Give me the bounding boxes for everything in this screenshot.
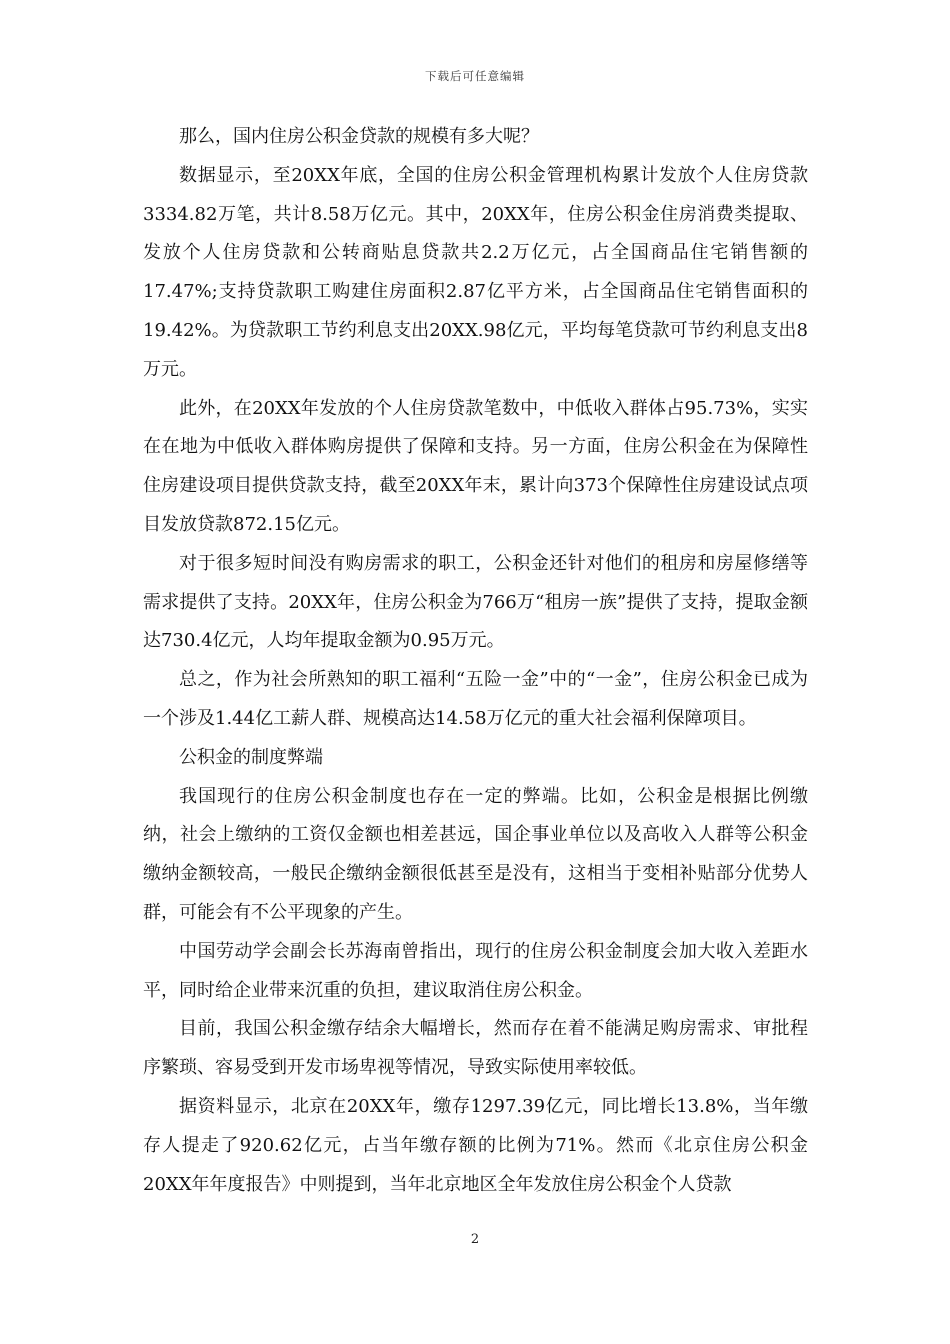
paragraph-summary: 总之，作为社会所熟知的职工福利“五险一金”中的“一金”，住房公积金已成为一个涉及1.44亿工薪人群、规模高达14.58万亿元的重大社会福利保障项目。 (143, 669, 808, 729)
paragraph-current-situation: 目前，我国公积金缴存结余大幅增长，然而存在着不能满足购房需求、审批程序繁琐、容易受到开发市场卑视等情况，导致实际使用率较低。 (143, 1018, 808, 1079)
page-header: 下载后可任意编辑 (425, 69, 525, 83)
paragraph-expert-opinion: 中国劳动学会副会长苏海南曾指出，现行的住房公积金制度会加大收入差距水平，同时给企业带来沉重的负担，建议取消住房公积金。 (143, 940, 808, 1001)
paragraph-rental-support: 对于很多短时间没有购房需求的职工，公积金还针对他们的租房和房屋修缮等需求提供了支持。20XX年，住房公积金为766万“租房一族”提供了支持，提取金额达730.4亿元，人均年提取金额为0.95万元。 (143, 552, 808, 652)
paragraph-low-income-support: 此外，在20XX年发放的个人住房贷款笔数中，中低收入群体占95.73%，实实在在地为中低收入群体购房提供了保障和支持。另一方面，住房公积金在为保障性住房建设项目提供贷款支持，截至20XX年末，累计向373个保障性住房建设试点项目发放贷款872.15亿元。 (143, 397, 808, 535)
document-body (143, 118, 808, 1204)
page-number: 2 (470, 1232, 480, 1247)
paragraph-loan-statistics: 数据显示，至20XX年底，全国的住房公积金管理机构累计发放个人住房贷款3334.82万笔，共计8.58万亿元。其中，20XX年，住房公积金住房消费类提取、发放个人住房贷款和公转商贴息贷款共2.2万亿元，占全国商品住宅销售额的17.47%;支持贷款职工购建住房面积2.87亿平方米，占全国商品住宅销售面积的19.42%。为贷款职工节约利息支出20XX.98亿元，平均每笔贷款可节约利息支出8万元。 (143, 164, 808, 380)
paragraph-beijing-data: 据资料显示，北京在20XX年，缴存1297.39亿元，同比增长13.8%，当年缴存人提走了920.62亿元，占当年缴存额的比例为71%。然而《北京住房公积金20XX年年度报告》中则提到，当年北京地区全年发放住房公积金个人贷款 (143, 1095, 808, 1195)
paragraph-intro-question: 那么，国内住房公积金贷款的规模有多大呢？ (179, 126, 539, 147)
paragraph-drawbacks: 我国现行的住房公积金制度也存在一定的弊端。比如，公积金是根据比例缴纳，社会上缴纳的工资仅金额也相差甚远，国企事业单位以及高收入人群等公积金缴纳金额较高，一般民企缴纳金额很低甚至是没有，这相当于变相补贴部分优势人群，可能会有不公平现象的产生。 (143, 785, 808, 923)
section-heading-drawbacks: 公积金的制度弊端 (179, 746, 323, 768)
